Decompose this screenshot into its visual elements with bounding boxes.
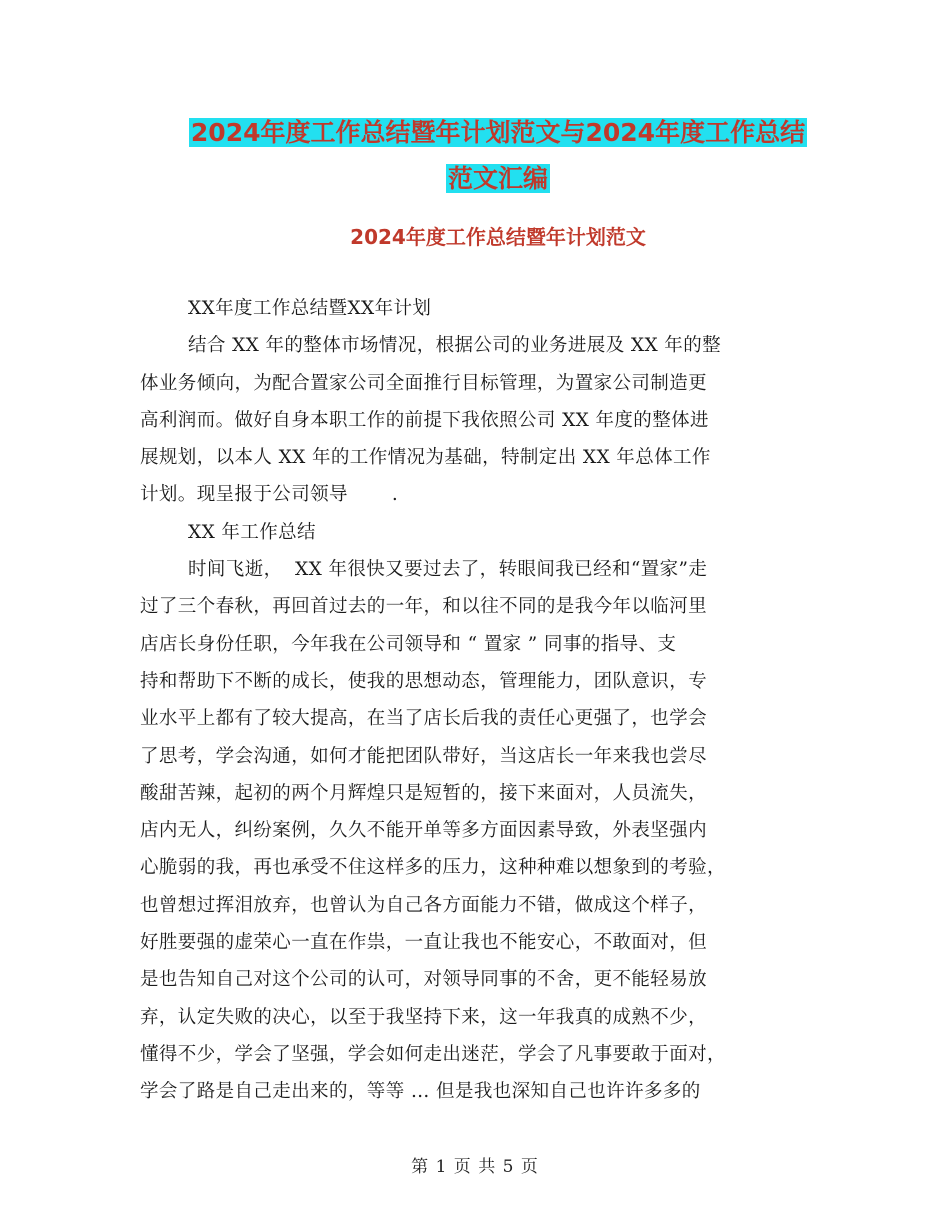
document-title-line-2: 范文汇编: [447, 164, 548, 193]
paragraph-line: 弃，认定失败的决心，以至于我坚持下来，这一年我真的成熟不少，: [140, 1006, 708, 1028]
page-footer: 第 1 页 共 5 页: [411, 1157, 539, 1177]
paragraph-line: 计划。现呈报于公司领导 .: [140, 484, 399, 506]
paragraph-line: 高利润而。做好自身本职工作的前提下我依照公司 XX 年度的整体进: [140, 409, 709, 431]
paragraph-line: XX年度工作总结暨XX年计划: [188, 298, 432, 319]
document-body: [140, 290, 800, 1111]
section-title: 2024年度工作总结暨年计划范文: [350, 225, 646, 249]
paragraph-line: 持和帮助下不断的成长，使我的思想动态，管理能力，团队意识，专: [140, 670, 708, 692]
paragraph-line: 是也告知自己对这个公司的认可，对领导同事的不舍，更不能轻易放: [140, 969, 708, 991]
paragraph-line: 了思考，学会沟通，如何才能把团队带好，当这店长一年来我也尝尽: [140, 745, 708, 767]
paragraph-line: 懂得不少，学会了坚强，学会如何走出迷茫，学会了凡事要敢于面对，: [140, 1043, 726, 1065]
paragraph-line: 过了三个春秋，再回首过去的一年，和以往不同的是我今年以临河里: [140, 596, 708, 618]
paragraph-line: 店店长身份任职，今年我在公司领导和 “ 置家 ” 同事的指导、支: [140, 633, 677, 655]
document-title: [140, 110, 856, 202]
paragraph-line: 展规划，以本人 XX 年的工作情况为基础，特制定出 XX 年总体工作: [140, 447, 711, 469]
paragraph-line: 好胜要强的虚荣心一直在作祟，一直让我也不能安心，不敢面对，但: [140, 932, 708, 954]
paragraph-line: 酸甜苦辣，起初的两个月辉煌只是短暂的，接下来面对，人员流失，: [140, 782, 708, 804]
paragraph-line: 心脆弱的我，再也承受不住这样多的压力，这种种难以想象到的考验，: [140, 857, 726, 879]
paragraph-line: 体业务倾向，为配合置家公司全面推行目标管理，为置家公司制造更: [140, 372, 708, 394]
paragraph-line: 也曾想过挥泪放弃，也曾认为自己各方面能力不错，做成这个样子，: [140, 894, 708, 916]
paragraph-line: 时间飞逝， XX 年很快又要过去了，转眼间我已经和“置家”走: [188, 559, 708, 581]
document-title-line-1: 2024年度工作总结暨年计划范文与2024年度工作总结: [190, 118, 806, 147]
paragraph-line: XX 年工作总结: [188, 521, 316, 543]
paragraph-line: 店内无人，纠纷案例，久久不能开单等多方面因素导致，外表坚强内: [140, 820, 708, 842]
paragraph-line: 结合 XX 年的整体市场情况，根据公司的业务进展及 XX 年的整: [188, 335, 722, 357]
paragraph-line: 学会了路是自己走出来的，等等 … 但是我也深知自己也许许多多的: [140, 1081, 701, 1103]
paragraph-line: 业水平上都有了较大提高，在当了店长后我的责任心更强了，也学会: [140, 708, 708, 730]
